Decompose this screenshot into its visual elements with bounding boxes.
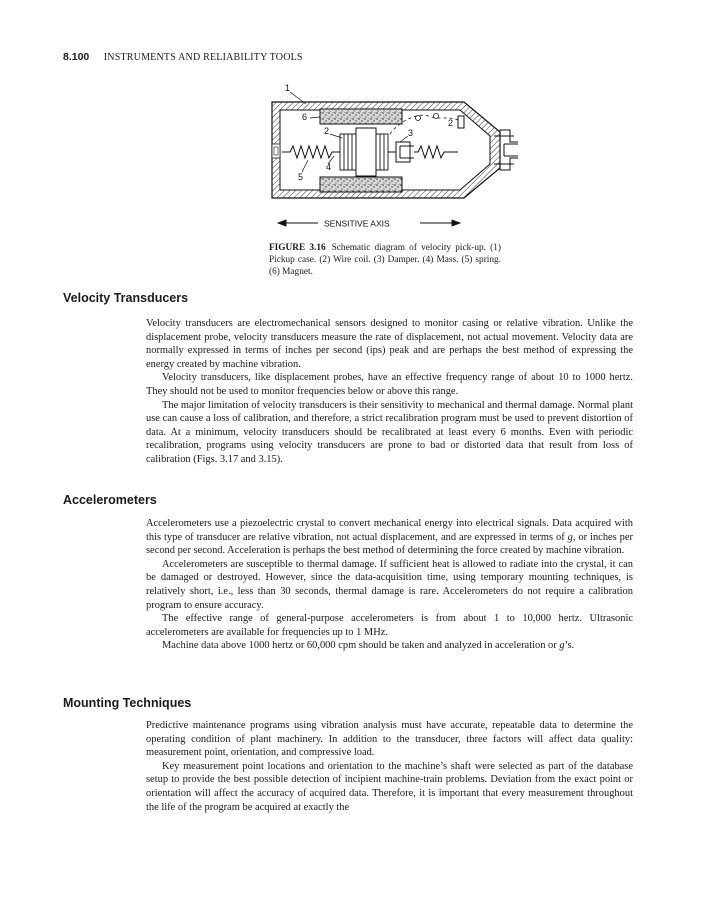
velocity-pickup-diagram (268, 82, 533, 232)
figure-caption-label: FIGURE 3.16 (269, 243, 326, 253)
paragraph: Velocity transducers, like displacement probes, have an effective frequency range of about 10 to 1000 hertz. They should not be used to monitor frequencies below or above this range. (146, 372, 633, 397)
page-number: 8.100 (63, 51, 90, 63)
paragraph: Accelerometers use a piezoelectric crystal to convert mechanical energy into electrical signals. Data acquired with this type of transducer are relative vibration, not actual displacement, and are expressed in terms of g, or inches per second per second. Acceleration is perhaps the best method of determining the force created by machine vibration. (146, 518, 634, 557)
figure-caption (269, 242, 501, 279)
heading-velocity-transducers: Velocity Transducers (63, 291, 189, 305)
figure-caption-text: Schematic diagram of velocity pick-up. (1) Pickup case. (2) Wire coil. (3) Damper. (4) Mass. (5) spring. (6) Magnet. (269, 243, 501, 278)
label-6: 6 (302, 112, 308, 122)
sensitive-axis-label: SENSITIVE AXIS (324, 218, 390, 229)
heading-accelerometers: Accelerometers (63, 493, 157, 507)
paragraph: Accelerometers are susceptible to thermal damage. If sufficient heat is allowed to radiate into the crystal, it can be damaged or destroyed. However, since the data-acquisition time, using temporary mounting techniques, is relatively short, i.e., less than 30 seconds, thermal damage is rare. Accelerometers do not require a calibration program to ensure accuracy. (146, 558, 633, 611)
label-2: 2 (324, 126, 330, 136)
paragraph: The effective range of general-purpose accelerometers is from about 1 to 10,000 hertz. Ultrasonic accelerometers are available for frequencies up to 1 MHz. (146, 613, 633, 638)
paragraph: Velocity transducers are electromechanical sensors designed to monitor casing or relative vibration. Unlike the displacement probe, velocity transducers measure the rate of displacement, not actual movement. Velocity data are normally expressed in terms of inches per second (ips) peak and are perhaps the best method of expressing the energy created by machine vibration. (146, 318, 633, 370)
label-5: 5 (298, 172, 304, 182)
paragraph: Machine data above 1000 hertz or 60,000 cpm should be taken and analyzed in acceleration or g’s. (162, 640, 575, 652)
label-1: 1 (285, 83, 291, 93)
accelerometers-section-body (146, 517, 633, 653)
paragraph: Predictive maintenance programs using vibration analysis must have accurate, repeatable data to determine the operating condition of plant machinery. In addition to the transducer, three factors will affect data quality: measurement point, orientation, and compressive load. (146, 720, 633, 759)
mounting-section-body (146, 719, 633, 814)
velocity-section-body (146, 317, 633, 467)
paragraph: The major limitation of velocity transducers is their sensitivity to mechanical and thermal damage. Normal plant use can cause a loss of calibration, and therefore, a strict recalibration program must be used to prevent distortion of data. At a minimum, velocity transducers should be recalibrated at least every 6 months. Even with periodic recalibration, programs using velocity transducers are prone to bad or distorted data that result from loss of calibration (Figs. 3.17 and 3.15). (146, 399, 633, 465)
label-2b: 2 (448, 118, 454, 128)
magnet-top (320, 109, 402, 124)
running-title: INSTRUMENTS AND RELIABILITY TOOLS (103, 52, 303, 63)
label-4: 4 (326, 162, 332, 172)
magnet-bottom (320, 177, 402, 192)
running-header (63, 51, 303, 63)
label-3: 3 (408, 128, 414, 138)
mass (356, 128, 376, 176)
heading-mounting-techniques: Mounting Techniques (63, 696, 192, 710)
paragraph: Key measurement point locations and orientation to the machine’s shaft were selected as part of the database setup to provide the best possible detection of incipient machine-train problems. Deviation from the exact point or orientation will affect the accuracy of acquired data. Therefore, it is important that every measurement throughout the life of the program be acquired at exactly the (146, 760, 633, 813)
